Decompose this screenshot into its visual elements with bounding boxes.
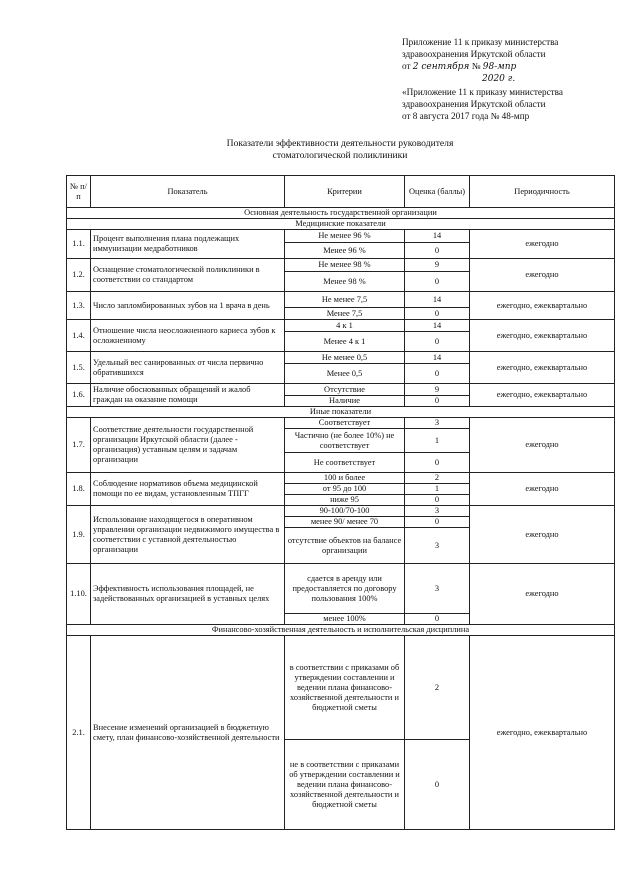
handwritten-date: 2 сентября (412, 62, 470, 72)
table-row: 1.3. Число запломбированных зубов на 1 врача в день Не менее 7,5 14 ежегодно, ежеквартально (67, 292, 615, 308)
section-finance: Финансово-хозяйственная деятельность и исполнительская дисциплина (67, 625, 615, 636)
table-row: 1.4. Отношение числа неосложненного кариеса зубов к осложненному 4 к 1 14 ежегодно, ежеквартально (67, 320, 615, 332)
table-row: 1.7. Соответствие деятельности государственной организации Иркутской области (далее - организация) уставным целям и задачам организации Соответствует 3 ежегодно (67, 418, 615, 429)
table-row: 1.5. Удельный вес санированных от числа первично обратившихся Не менее 0,5 14 ежегодно, ежеквартально (67, 352, 615, 364)
previous-appendix-header: «Приложение 11 к приказу министерства здравоохранения Иркутской области от 8 августа 2017 года № 48-мпр (402, 87, 563, 121)
table-header (67, 176, 615, 208)
section-other: Иные показатели (67, 407, 615, 418)
indicators-table: № п/п Показатель Критерии Оценка (баллы) Периодичность Основная деятельность государственной организации Медицинские показатели 1.1. Процент выполнения плана подлежащих иммунизации медработников Не менее 96 % 14 ежегодно Менее 96 % 0 1.2. Оснащение стоматологической поликлиники в соответствии со стандартом Не менее 98 % 9 ежегодно Менее 98 % 0 1.3. Число запломбированных зубов на 1 врача в день Не менее 7,5 14 ежегодно, ежеквартально Менее 7,5 0 1.4. Отношение числа неосложненного кариеса зубов к осложненному 4 к 1 14 ежегодно, ежеквартально Менее 4 к 1 0 1.5. Удельный вес санированных от числа первично обратившихся Не менее 0,5 14 ежегодно, ежеквартально Менее 0,5 0 1.6. Наличие обоснованных обращений и жалоб граждан на оказание помощи Отсутствие 9 ежегодно, ежеквартально Наличие 0 Иные показатели 1.7. Соответствие деятельности государственной организации Иркутской области (далее - организация) уставным целям и задачам организации Соответствует 3 ежегодно Частично (не более 10%) не соответствует 1 Не соответствует 0 1.8. Соблюдение нормативов объема медицинской помощи по ее видам, установленным ТПГГ 100 и более 2 ежегодно от 95 до 100 1 ниже 95 0 1.9. Использование находящегося в оперативном управлении организации недвижимого имущества в соответствии с уставной деятельностью организации 90-100/70-100 3 ежегодно менее 90/ менее 70 0 отсутствие объектов на балансе организации 3 1.10. Эффективность использования площадей, не задействованных организацией в уставных целях сдается в аренду или предоставляется по договору пользования 100% 3 ежегодно менее 100% 0 Финансово-хозяйственная деятельность и исполнительская дисциплина 2.1. Внесение изменений организацией в бюджетную смету, план финансово-хозяйственной деятельности в соответствии с приказами об утверждении составлении и ведении плана финансово-хозяйственной деятельности и бюджетной сметы 2 ежегодно, ежеквартально не в соответствии с приказами об утверждении составлении и ведении плана финансово-хозяйственной деятельности и бюджетной сметы 0 (66, 175, 615, 830)
handwritten-year: 2020 г. (482, 74, 516, 84)
table-row: 2.1. Внесение изменений организацией в бюджетную смету, план финансово-хозяйственной деятельности в соответствии с приказами об утверждении составлении и ведении плана финансово-хозяйственной деятельности и бюджетной сметы 2 ежегодно, ежеквартально (67, 636, 615, 740)
header-indicator: Показатель (91, 176, 285, 208)
table-row: 1.8. Соблюдение нормативов объема медицинской помощи по ее видам, установленным ТПГГ 100 и более 2 ежегодно (67, 473, 615, 484)
table-row: 1.1. Процент выполнения плана подлежащих иммунизации медработников Не менее 96 % 14 ежегодно (67, 230, 615, 243)
table-row: 1.2. Оснащение стоматологической поликлиники в соответствии со стандартом Не менее 98 % 9 ежегодно (67, 259, 615, 272)
appendix-header (402, 36, 632, 85)
header-num: № п/п (67, 176, 91, 208)
header-line2: здравоохранения Иркутской области (402, 49, 546, 59)
table-row: 1.6. Наличие обоснованных обращений и жалоб граждан на оказание помощи Отсутствие 9 ежегодно, ежеквартально (67, 384, 615, 396)
header-score: Оценка (баллы) (405, 176, 470, 208)
table-row: 1.10. Эффективность использования площадей, не задействованных организацией в уставных целях сдается в аренду или предоставляется по договору пользования 100% 3 ежегодно (67, 564, 615, 614)
header-line3: от 2 сентября № 98-мпр (402, 61, 517, 72)
header-criteria: Критерии (285, 176, 405, 208)
section-medical: Медицинские показатели (67, 219, 615, 230)
table-row: 1.9. Использование находящегося в оперативном управлении организации недвижимого имущества в соответствии с уставной деятельностью организации 90-100/70-100 3 ежегодно (67, 506, 615, 517)
header-line1: Приложение 11 к приказу министерства (402, 37, 559, 47)
handwritten-number: 98-мпр (482, 62, 517, 72)
document-title: Показатели эффективности деятельности руководителя стоматологической поликлиники (226, 138, 454, 161)
section-main: Основная деятельность государственной организации (67, 208, 615, 219)
header-period: Периодичность (470, 176, 615, 208)
